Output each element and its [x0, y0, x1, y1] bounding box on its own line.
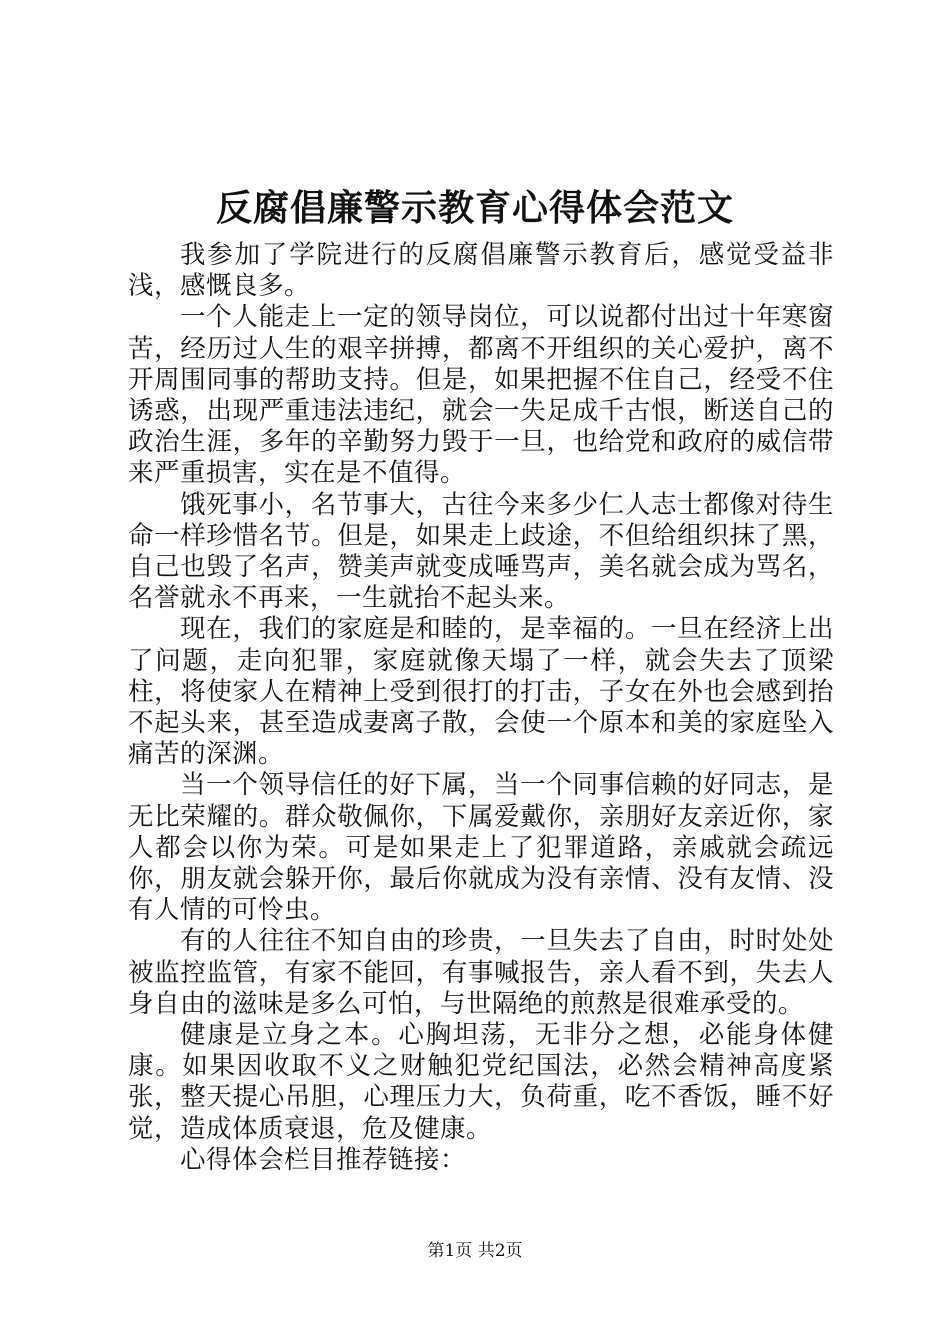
page-footer: 第1页 共2页 — [427, 1241, 523, 1261]
document-body — [128, 240, 834, 1176]
paragraph-4: 现在，我们的家庭是和睦的，是幸福的。一旦在经济上出了问题，走向犯罪，家庭就像天塌了一样，就会失去了顶梁柱，将使家人在精神上受到很打的打击，子女在外也会感到抬不起头来，甚至造成妻离子散，会使一个原本和美的家庭坠入痛苦的深渊。 — [128, 614, 834, 770]
paragraph-2: 一个人能走上一定的领导岗位，可以说都付出过十年寒窗苦，经历过人生的艰辛拼搏，都离不开组织的关心爱护，离不开周围同事的帮助支持。但是，如果把握不住自己，经受不住诱惑，出现严重违法违纪，就会一失足成千古恨，断送自己的政治生涯，多年的辛勤努力毁于一旦，也给党和政府的威信带来严重损害，实在是不值得。 — [128, 302, 834, 489]
document-title: 反腐倡廉警示教育心得体会范文 — [215, 187, 734, 229]
paragraph-5: 当一个领导信任的好下属，当一个同事信赖的好同志，是无比荣耀的。群众敬佩你，下属爱戴你，亲朋好友亲近你，家人都会以你为荣。可是如果走上了犯罪道路，亲戚就会疏远你，朋友就会躲开你，最后你就成为没有亲情、没有友情、没有人情的可怜虫。 — [128, 770, 834, 926]
paragraph-8-recommended-links: 心得体会栏目推荐链接： — [180, 1144, 467, 1175]
paragraph-1: 我参加了学院进行的反腐倡廉警示教育后，感觉受益非浅，感慨良多。 — [128, 240, 834, 302]
paragraph-6: 有的人往往不知自由的珍贵，一旦失去了自由，时时处处被监控监管，有家不能回，有事喊报告，亲人看不到，失去人身自由的滋味是多么可怕，与世隔绝的煎熬是很难承受的。 — [128, 926, 834, 1019]
paragraph-3: 饿死事小，名节事大，古往今来多少仁人志士都像对待生命一样珍惜名节。但是，如果走上歧途，不但给组织抹了黑，自己也毁了名声，赞美声就变成唾骂声，美名就会成为骂名，名誉就永不再来，一生就抬不起头来。 — [128, 489, 834, 614]
paragraph-7: 健康是立身之本。心胸坦荡，无非分之想，必能身体健康。如果因收取不义之财触犯党纪国法，必然会精神高度紧张，整天提心吊胆，心理压力大，负荷重，吃不香饭，睡不好觉，造成体质衰退，危及健康。 — [128, 1020, 834, 1144]
